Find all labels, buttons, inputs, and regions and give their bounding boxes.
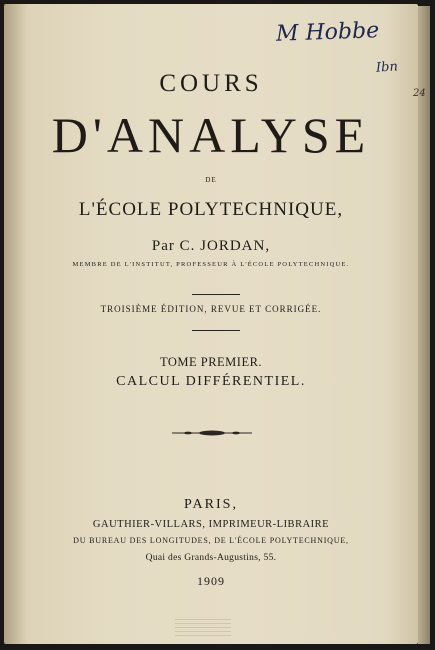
edition-line: TROISIÈME ÉDITION, REVUE ET CORRIGÉE. — [100, 304, 322, 314]
divider-rule-bottom — [192, 330, 240, 331]
page-edge — [418, 6, 430, 644]
title-line-ecole: L'ÉCOLE POLYTECHNIQUE, — [78, 199, 344, 220]
imprint-city: PARIS, — [184, 497, 238, 512]
imprint-year: 1909 — [197, 574, 225, 588]
title-line-de: DE — [205, 176, 217, 184]
title-page — [4, 4, 418, 644]
ornament-rule-icon — [170, 428, 254, 438]
handwritten-note: Ibn — [375, 59, 399, 76]
imprint-publisher: GAUTHIER-VILLARS, IMPRIMEUR-LIBRAIRE — [92, 519, 330, 530]
divider-rule-top — [192, 294, 240, 295]
gutter-shadow — [4, 4, 26, 644]
author-credentials: MEMBRE DE L'INSTITUT, PROFESSEUR À L'ÉCOLE POLYTECHNIQUE. — [72, 261, 350, 268]
handwritten-corner-number: 24 — [413, 88, 426, 99]
volume-subject: CALCUL DIFFÉRENTIEL. — [116, 374, 306, 389]
volume-line: TOME PREMIER. — [159, 355, 263, 369]
title-line-cours: COURS — [159, 70, 263, 97]
bleed-through-smudge — [175, 618, 231, 636]
title-line-analyse: D'ANALYSE — [51, 107, 371, 163]
author-line: Par C. JORDAN, — [151, 238, 271, 254]
imprint-bureau: DU BUREAU DES LONGITUDES, DE L'ÉCOLE POLYTECHNIQUE, — [73, 536, 349, 545]
handwritten-signature: M Hobbe — [275, 18, 380, 47]
imprint-address: Quai des Grands-Augustins, 55. — [145, 553, 277, 563]
